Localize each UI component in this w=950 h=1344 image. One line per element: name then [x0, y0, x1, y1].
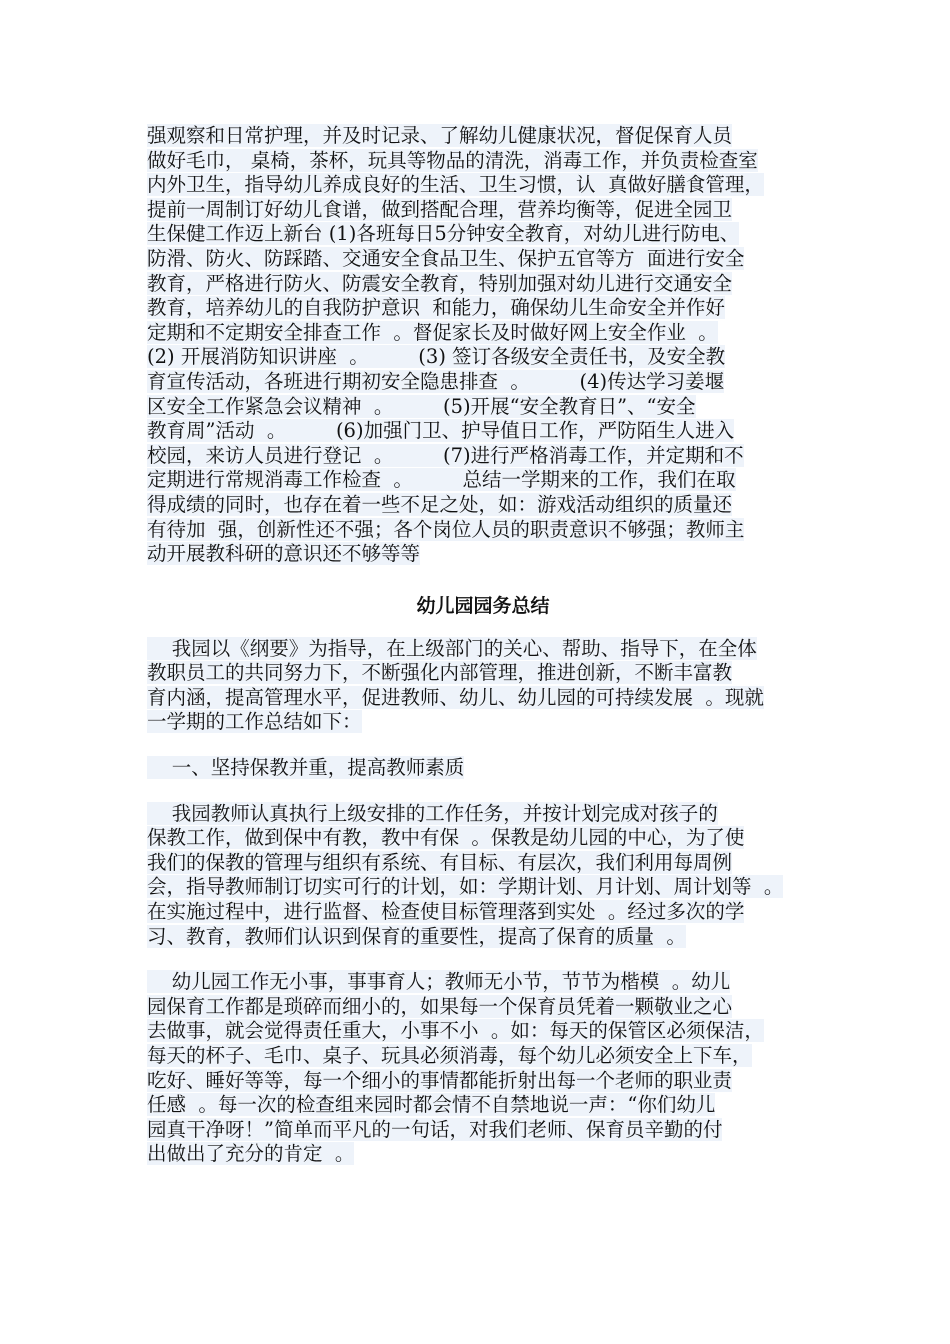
care-paragraph: [147, 970, 819, 1167]
text-line: 校园，来访人员进行登记 。 (7)进行严格消毒工作，并定期和不: [147, 443, 744, 467]
text-line: 保教工作，做到保中有教，教中有保 。保教是幼儿园的中心，为了使: [147, 826, 745, 850]
document-page: [147, 124, 819, 1167]
section-heading: [147, 756, 819, 781]
text-line: 去做事，就会觉得责任重大，小事不小 。如：每天的保管区必须保洁，: [147, 1019, 764, 1043]
text-line: 会，指导教师制订切实可行的计划，如：学期计划、月计划、周计划等 。: [147, 875, 784, 899]
text-line: 我园教师认真执行上级安排的工作任务，并按计划完成对孩子的: [147, 801, 718, 825]
text-line: 有待加 强，创新性还不强；各个岗位人员的职责意识不够强；教师主: [147, 517, 745, 541]
text-line: 出做出了充分的肯定 。: [147, 1142, 355, 1166]
text-line: 育内涵，提高管理水平，促进教师、幼儿、幼儿园的可持续发展 。现就: [147, 685, 764, 709]
text-line: 教育周”活动 。 (6)加强门卫、护导值日工作，严防陌生人进入: [147, 419, 735, 443]
text-line: 动开展教科研的意识还不够等等: [147, 542, 421, 566]
text-line: 教育，培养幼儿的自我防护意识 和能力，确保幼儿生命安全并作好: [147, 296, 725, 320]
text-line: 区安全工作紧急会议精神 。 (5)开展“安全教育日”、“安全: [147, 394, 696, 418]
text-line: 园真干净呀！”简单而平凡的一句话，对我们老师、保育员辛勤的付: [147, 1117, 723, 1141]
text-line: 强观察和日常护理，并及时记录、了解幼儿健康状况，督促保育人员: [147, 124, 733, 147]
text-line: 任感 。每一次的检查组来园时都会情不自禁地说一声：“你们幼儿: [147, 1093, 716, 1117]
text-line: 内外卫生，指导幼儿养成良好的生活、卫生习惯，认 真做好膳食管理，: [147, 173, 764, 197]
document-title: 幼儿园园务总结: [416, 594, 550, 617]
text-line: 习、教育，教师们认识到保育的重要性，提高了保育的质量 。: [147, 924, 686, 948]
text-line: 教育，严格进行防火、防震安全教育，特别加强对幼儿进行交通安全: [147, 271, 733, 295]
teaching-paragraph: [147, 802, 819, 950]
intro-paragraph: [147, 637, 819, 735]
top-text-block: [147, 124, 819, 567]
text-line: 每天的杯子、毛巾、桌子、玩具必须消毒，每个幼儿必须安全上下车，: [147, 1044, 752, 1067]
text-line: 提前一周制订好幼儿食谱，做到搭配合理，营养均衡等，促进全园卫: [147, 197, 733, 221]
text-line: 在实施过程中，进行监督、检查使目标管理落到实处 。经过多次的学: [147, 900, 745, 924]
text-line: 得成绩的同时，也存在着一些不足之处，如：游戏活动组织的质量还: [147, 492, 733, 516]
text-line: 育宣传活动，各班进行期初安全隐患排查 。 (4)传达学习姜堰: [147, 369, 725, 393]
text-line: 定期和不定期安全排查工作 。督促家长及时做好网上安全作业 。: [147, 320, 718, 344]
text-line: 我园以《纲要》为指导，在上级部门的关心、帮助、指导下，在全体: [147, 636, 757, 660]
text-line: 幼儿园工作无小事，事事育人；教师无小节，节节为楷模 。幼儿: [147, 970, 731, 994]
text-line: 我们的保教的管理与组织有系统、有目标、有层次，我们利用每周例: [147, 850, 733, 874]
text-line: (2) 开展消防知识讲座 。 (3) 签订各级安全责任书，及安全教: [147, 345, 726, 369]
heading-line: 一、坚持保教并重，提高教师素质: [147, 756, 465, 780]
text-line: 定期进行常规消毒工作检查 。 总结一学期来的工作，我们在取: [147, 468, 736, 492]
text-line: 一学期的工作总结如下：: [147, 710, 362, 734]
text-line: 做好毛巾， 桌椅，茶杯，玩具等物品的清洗，消毒工作，并负责检查室: [147, 148, 758, 172]
text-line: 园保育工作都是琐碎而细小的，如果每一个保育员凭着一颗敬业之心: [147, 994, 733, 1018]
text-line: 教职员工的共同努力下，不断强化内部管理，推进创新，不断丰富教: [147, 661, 733, 685]
text-line: 防滑、防火、防踩踏、交通安全食品卫生、保护五官等方 面进行安全: [147, 246, 745, 270]
text-line: 生保健工作迈上新台 (1)各班每日5分钟安全教育，对幼儿进行防电、: [147, 222, 740, 246]
text-line: 吃好、睡好等等，每一个细小的事情都能折射出每一个老师的职业责: [147, 1068, 733, 1092]
